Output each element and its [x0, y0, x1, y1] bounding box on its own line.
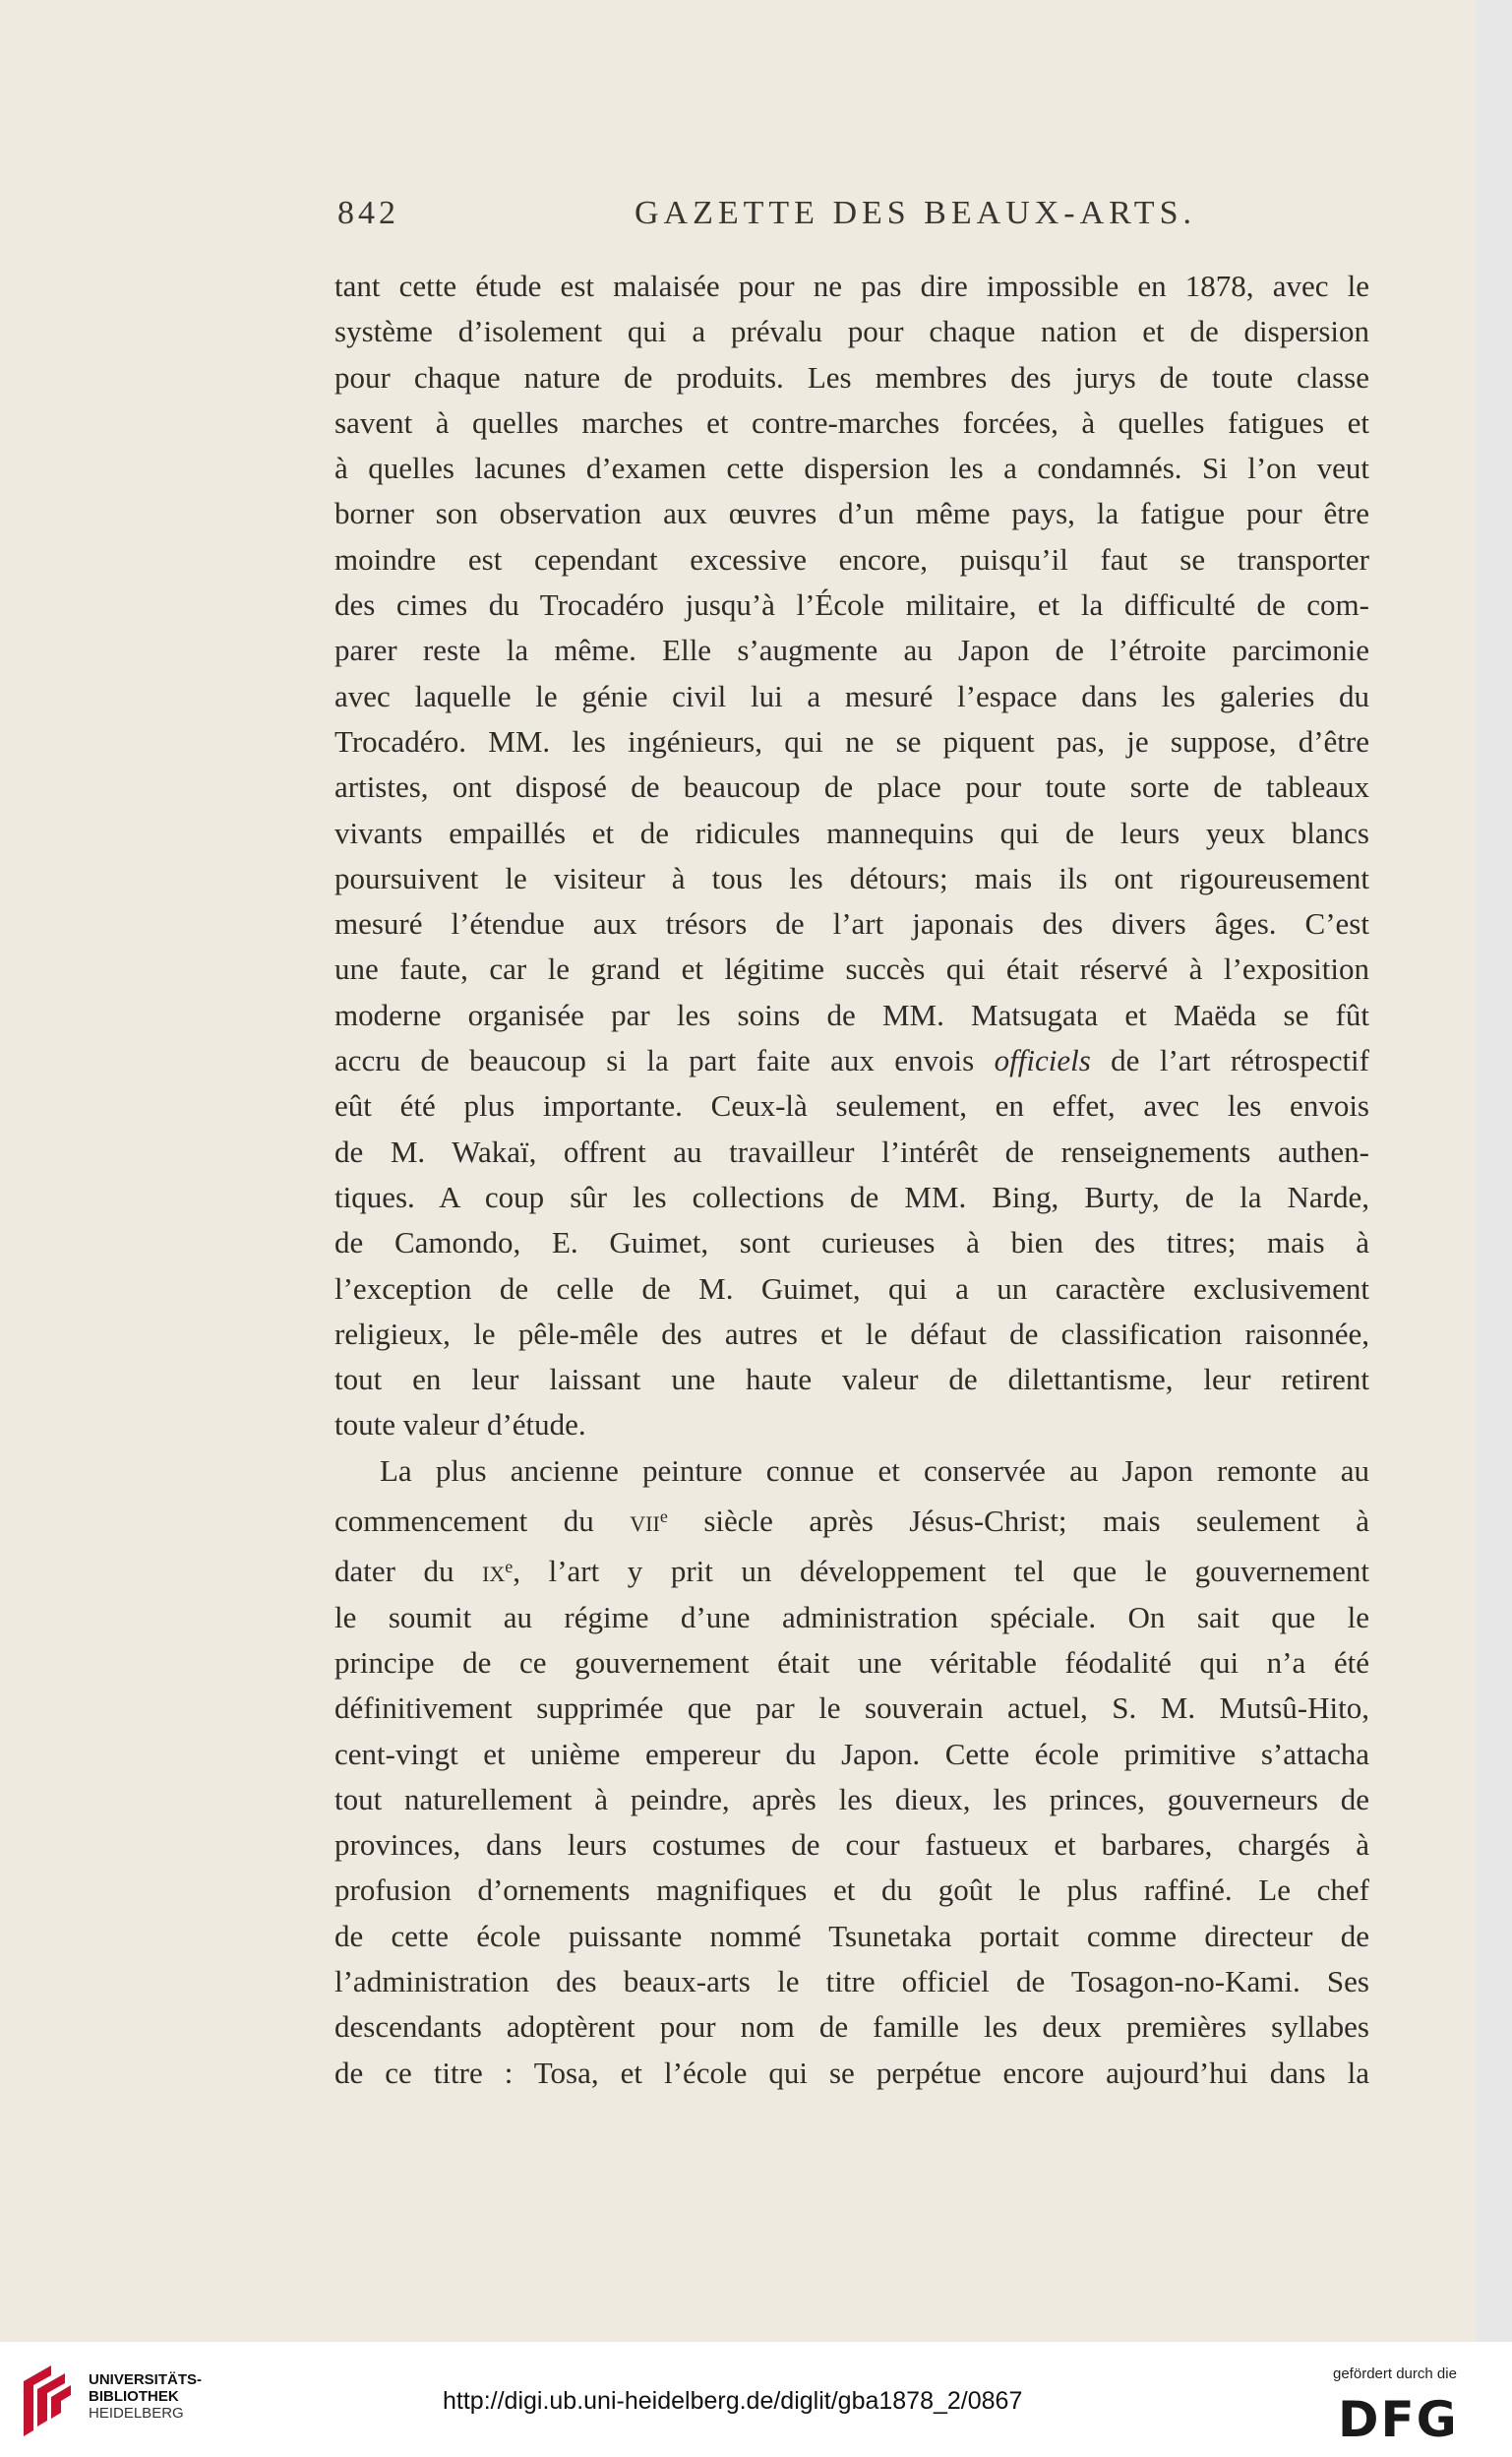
paragraph: [334, 1448, 1369, 2096]
text-line: à quelles lacunes d’examen cette dispersion les a condamnés. Si l’on veut: [334, 451, 1369, 486]
text-run: siècle après Jésus-Christ; mais seulement à: [667, 1504, 1369, 1539]
text-line: une faute, car le grand et légitime succès qui était réservé à l’exposition: [334, 952, 1369, 987]
text-line: [334, 1038, 1369, 1083]
text-line: moindre est cependant excessive encore, puisqu’il faut se transporter: [334, 541, 1369, 577]
italic-text: officiels: [994, 1043, 1091, 1078]
library-name-line: UNIVERSITÄTS-: [89, 2371, 203, 2388]
text-line: descendants adoptèrent pour nom de famille les deux premières syllabes: [334, 2009, 1369, 2045]
text-line: moderne organisée par les soins de MM. Matsugata et Maëda se fût: [334, 997, 1369, 1032]
text-line: savent à quelles marches et contre-marches forcées, à quelles fatigues et: [334, 404, 1369, 440]
text-line: des cimes du Trocadéro jusqu’à l’École militaire, et la difficulté de com-: [334, 587, 1369, 623]
text-line: l’exception de celle de M. Guimet, qui a un caractère exclusivement: [334, 1270, 1369, 1306]
text-line: tant cette étude est malaisée pour ne pas dire impossible en 1878, avec le: [334, 269, 1369, 303]
text-run: dater du: [334, 1554, 483, 1589]
library-name-line: HEIDELBERG: [89, 2405, 184, 2422]
article-body: [334, 264, 1369, 2096]
superscript: e: [659, 1506, 668, 1527]
roman-numeral: ix: [482, 1554, 506, 1589]
text-line: mesuré l’étendue aux trésors de l’art japonais des divers âges. C’est: [334, 906, 1369, 942]
text-run: commencement du: [334, 1504, 631, 1539]
superscript: e: [505, 1557, 514, 1577]
roman-numeral: vii: [630, 1504, 660, 1539]
text-run: , l’art y prit un développement tel que le gouvernement: [513, 1554, 1369, 1589]
library-name: [89, 2371, 202, 2422]
text-line: le soumit au régime d’une administration spéciale. On sait que le: [334, 1599, 1369, 1634]
text-line: toute valeur d’étude.: [334, 1407, 586, 1443]
text-line: tiques. A coup sûr les collections de MM. Bing, Burty, de la Narde,: [334, 1179, 1369, 1214]
text-run: accru de beaucoup si la part faite aux envois: [334, 1043, 995, 1078]
text-line: borner son observation aux œuvres d’un même pays, la fatigue pour être: [334, 496, 1369, 531]
text-line: de cette école puissante nommé Tsunetaka portait comme directeur de: [334, 1918, 1369, 1953]
text-line: principe de ce gouvernement était une véritable féodalité qui n’a été: [334, 1644, 1369, 1680]
text-line: parer reste la même. Elle s’augmente au Japon de l’étroite parcimonie: [334, 633, 1369, 668]
text-line: tout naturellement à peindre, après les dieux, les princes, gouverneurs de: [334, 1781, 1369, 1816]
text-line: de Camondo, E. Guimet, sont curieuses à bien des titres; mais à: [334, 1225, 1369, 1260]
text-line: [334, 1494, 1369, 1544]
text-line: système d’isolement qui a prévalu pour chaque nation et de dispersion: [334, 314, 1369, 349]
text-line: profusion d’ornements magnifiques et du goût le plus raffiné. Le chef: [334, 1873, 1369, 1908]
text-line: religieux, le pêle-mêle des autres et le défaut de classification raisonnée,: [334, 1316, 1369, 1351]
text-line: tout en leur laissant une haute valeur de dilettantisme, leur retirent: [334, 1362, 1369, 1397]
text-run: de l’art rétrospectif: [1090, 1043, 1369, 1078]
text-line: artistes, ont disposé de beaucoup de place pour toute sorte de tableaux: [334, 769, 1369, 805]
text-line: Trocadéro. MM. les ingénieurs, qui ne se piquent pas, je suppose, d’être: [334, 723, 1369, 759]
library-logo-icon: [16, 2362, 75, 2440]
library-name-line: BIBLIOTHEK: [89, 2388, 179, 2405]
dfg-logo: DFG: [1338, 2391, 1459, 2448]
text-line: de ce titre : Tosa, et l’école qui se perpétue encore aujourd’hui dans la: [334, 2055, 1369, 2090]
text-line: pour chaque nature de produits. Les membres des jurys de toute classe: [334, 359, 1369, 395]
funded-by-label: gefördert durch die: [1333, 2365, 1457, 2382]
running-title: GAZETTE DES BEAUX-ARTS.: [635, 195, 1196, 231]
text-line: [334, 1544, 1369, 1594]
text-line: provinces, dans leurs costumes de cour fastueux et barbares, chargés à: [334, 1827, 1369, 1863]
source-url: http://digi.ub.uni-heidelberg.de/diglit/gba1878_2/0867: [443, 2387, 1023, 2415]
text-line: de M. Wakaï, offrent au travailleur l’intérêt de renseignements authen-: [334, 1134, 1369, 1169]
text-line: poursuivent le visiteur à tous les détours; mais ils ont rigoureusement: [334, 860, 1369, 895]
text-line: eût été plus importante. Ceux-là seulement, en effet, avec les envois: [334, 1088, 1369, 1124]
scan-margin: [1476, 0, 1512, 2342]
page-number: 842: [337, 195, 399, 231]
paragraph: [334, 264, 1369, 1448]
text-line: La plus ancienne peinture connue et conservée au Japon remonte au: [380, 1452, 1369, 1488]
text-line: cent-vingt et unième empereur du Japon. Cette école primitive s’attacha: [334, 1736, 1369, 1771]
text-line: vivants empaillés et de ridicules mannequins qui de leurs yeux blancs: [334, 815, 1369, 850]
text-line: avec laquelle le génie civil lui a mesuré l’espace dans les galeries du: [334, 678, 1369, 713]
text-line: définitivement supprimée que par le souverain actuel, S. M. Mutsû-Hito,: [334, 1690, 1369, 1726]
text-line: l’administration des beaux-arts le titre officiel de Tosagon-no-Kami. Ses: [334, 1963, 1369, 1998]
digitization-footer: [0, 2342, 1512, 2457]
